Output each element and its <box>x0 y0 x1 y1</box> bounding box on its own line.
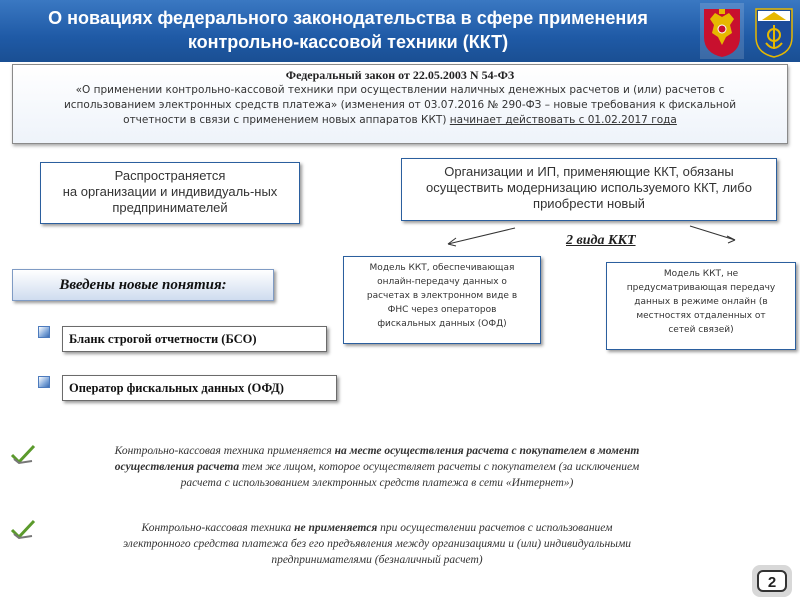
law-text-line2: использованием электронных средств платежа» (изменения от 03.07.2016 № 290-ФЗ – новые требования к фискальной <box>63 99 737 111</box>
note2-bold1: не применяется <box>294 522 378 534</box>
kkt-types-label: 2 вида ККТ <box>566 233 636 248</box>
note-kkt-not-applied <box>34 520 720 568</box>
scope-line1: Распространяется <box>114 168 226 183</box>
kkt-offline-line1: Модель ККТ, не <box>663 269 739 279</box>
note2-part1: Контрольно-кассовая техника <box>141 522 295 534</box>
russia-coat-of-arms-icon <box>700 3 744 59</box>
kkt-online-box <box>343 256 541 344</box>
note1-line1 <box>34 443 720 459</box>
kkt-offline-box <box>606 262 796 350</box>
new-concepts-heading: Введены новые понятия: <box>12 269 274 301</box>
law-text-line3 <box>27 113 773 128</box>
checkmark-icon <box>10 443 36 465</box>
kkt-online-line4: ФНС через операторов <box>387 305 497 315</box>
kkt-offline-line3: данных в режиме онлайн (в <box>634 297 768 307</box>
checkmark-icon <box>10 518 36 540</box>
law-title: Федеральный закон от 22.05.2003 N 54-ФЗ <box>285 68 515 82</box>
obligation-line2: осуществить модернизацию используемого ККТ, либо <box>426 180 752 195</box>
slide-title <box>0 6 696 54</box>
law-effective-date: начинает действовать с 01.02.2017 года <box>449 114 677 126</box>
note1-bold1: на месте осуществления расчета с покупателем в момент <box>334 445 640 457</box>
kkt-online-line5: фискальных данных (ОФД) <box>377 319 507 329</box>
kkt-online-line1: Модель ККТ, обеспечивающая <box>369 263 515 273</box>
obligation-box <box>401 158 777 221</box>
bullet-square-icon <box>38 376 50 388</box>
kkt-offline-line2: предусматривающая передачу <box>626 283 776 293</box>
arrow-right-head <box>727 236 735 243</box>
arrow-left-icon <box>448 228 515 244</box>
arrow-right-icon <box>690 226 735 240</box>
kkt-offline-line5: сетей связей) <box>668 325 734 335</box>
note1-part2: тем же лицом, которое осуществляет расчеты с покупателем (за исключением <box>239 461 640 473</box>
kkt-online-line2: онлайн-передачу данных о <box>377 277 507 287</box>
scope-box <box>40 162 300 224</box>
law-text-line3-prefix: отчетности в связи с применением новых аппаратов ККТ) <box>123 114 450 126</box>
concept-item-ofd: Оператор фискальных данных (ОФД) <box>62 375 337 401</box>
scope-line2: на организации и индивидуаль-ных <box>62 184 278 199</box>
arrow-left-head <box>448 238 456 246</box>
note1-part1: Контрольно-кассовая техника применяется <box>114 445 335 457</box>
note2-part2: при осуществлении расчетов с использованием <box>377 522 613 534</box>
note1-line2 <box>34 459 720 475</box>
federal-law-box <box>12 64 788 144</box>
law-text <box>13 83 787 128</box>
note-kkt-applied <box>34 443 720 491</box>
note1-bold2: осуществления расчета <box>114 461 240 473</box>
concept-item-bso: Бланк строгой отчетности (БСО) <box>62 326 327 352</box>
slide-title-line2: контрольно-кассовой техники (ККТ) <box>187 32 509 52</box>
note2-line1 <box>34 520 720 536</box>
page-number: 2 <box>757 570 787 592</box>
region-coat-of-arms-icon <box>752 3 796 59</box>
obligation-line3: приобрести новый <box>533 196 645 211</box>
kkt-offline-line4: местностях отдаленных от <box>636 311 766 321</box>
note2-line2: электронного средства платежа без его предъявления между организациями и (или) индивидуальными <box>122 538 632 550</box>
law-text-line1: «О применении контрольно-кассовой техники при осуществлении наличных денежных расчетов и (или) расчетов с <box>75 84 725 96</box>
scope-line3: предпринимателей <box>112 200 228 215</box>
bullet-square-icon <box>38 326 50 338</box>
slide-title-line1: О новациях федерального законодательства в сфере применения <box>48 8 648 28</box>
kkt-online-line3: расчетах в электронном виде в <box>366 291 518 301</box>
header-bar <box>0 0 800 62</box>
note1-line3: расчета с использованием электронных средств платежа в сети «Интернет») <box>180 477 574 489</box>
obligation-line1: Организации и ИП, применяющие ККТ, обязаны <box>444 164 734 179</box>
note2-line3: предпринимателями (безналичный расчет) <box>271 554 483 566</box>
